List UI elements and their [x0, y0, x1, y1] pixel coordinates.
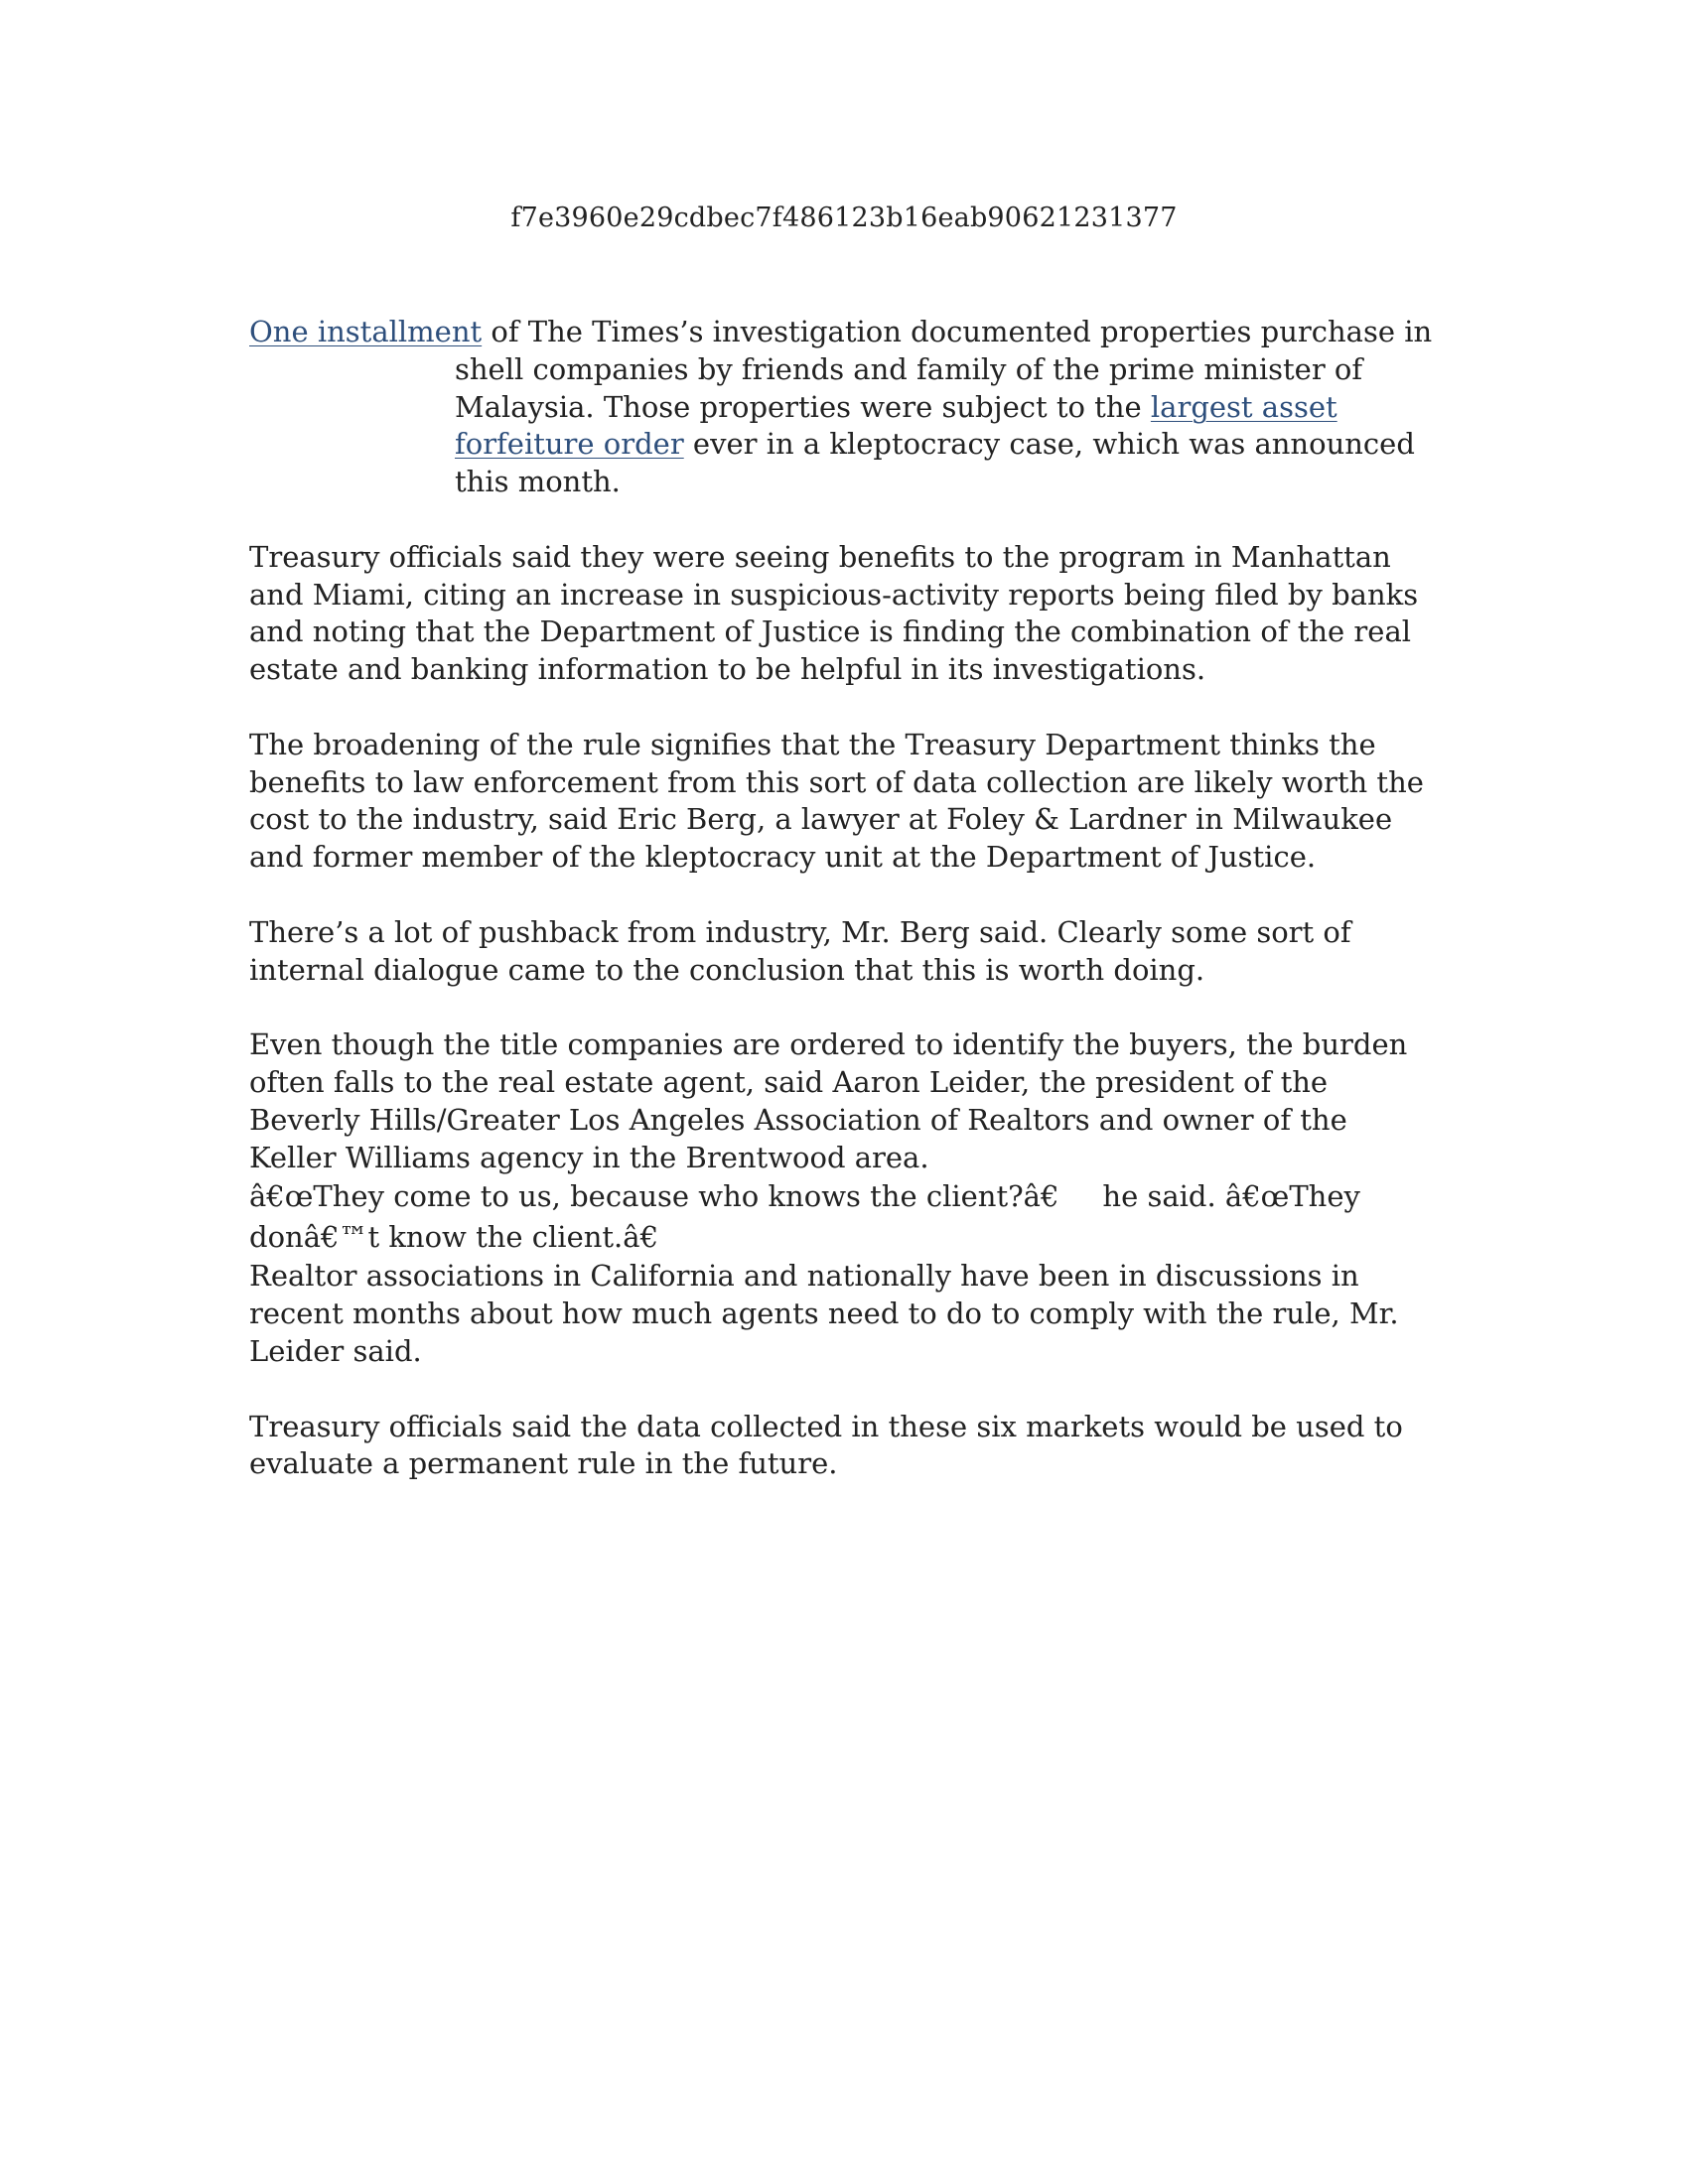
paragraph-treasury-benefits: Treasury officials said they were seeing benefits to the program in Manhattan and Miami, citing an increase in suspicious-activity reports being filed by banks and noting that the Department of Justice is finding the combination of the real estate and banking information to be helpful in its investigations.: [249, 539, 1419, 687]
one-installment-link[interactable]: One installment: [249, 315, 483, 348]
largest-asset-forfeiture-link[interactable]: largest asset forfeiture order: [455, 389, 1337, 462]
paragraph-data-collected: Treasury officials said the data collected in these six markets would be used to evaluate a permanent rule in the future.: [249, 1409, 1403, 1481]
paragraph-installment-text-1: of The Times’s investigation documented properties purchase in shell companies by friends and family of the prime minister of Malaysia. Those properties were subject to the: [455, 315, 1433, 424]
quote-part-1: â€œThey come to us, because who knows the client?â€: [249, 1179, 1059, 1214]
paragraph-realtor-associations: Realtor associations in California and nationally have been in discussions in recent months about how much agents need to do to comply with the rule, Mr. Leider said.: [249, 1259, 1399, 1368]
quote-part-2: he said. â€œThey donâ€™t know the client.â€: [249, 1179, 1360, 1255]
article-body: [249, 314, 1441, 1521]
paragraph-title-companies: Even though the title companies are ordered to identify the buyers, the burden often falls to the real estate agent, said Aaron Leider, the president of the Beverly Hills/Greater Los Angeles Association of Realtors and owner of the Keller Williams agency in the Brentwood area.: [249, 1027, 1408, 1174]
paragraph-installment: [249, 314, 1441, 501]
paragraph-pushback: There’s a lot of pushback from industry, Mr. Berg said. Clearly some sort of internal dialogue came to the conclusion that this is worth doing.: [249, 914, 1351, 987]
paragraph-quote: [249, 1176, 1441, 1258]
paragraph-installment-text-2: ever in a kleptocracy case, which was announced this month.: [455, 427, 1415, 499]
paragraph-broadening-rule: The broadening of the rule signifies that the Treasury Department thinks the benefits to law enforcement from this sort of data collection are likely worth the cost to the industry, said Eric Berg, a lawyer at Foley & Lardner in Milwaukee and former member of the kleptocracy unit at the Department of Justice.: [249, 727, 1424, 875]
document-id: f7e3960e29cdbec7f486123b16eab90621231377: [510, 203, 1178, 233]
